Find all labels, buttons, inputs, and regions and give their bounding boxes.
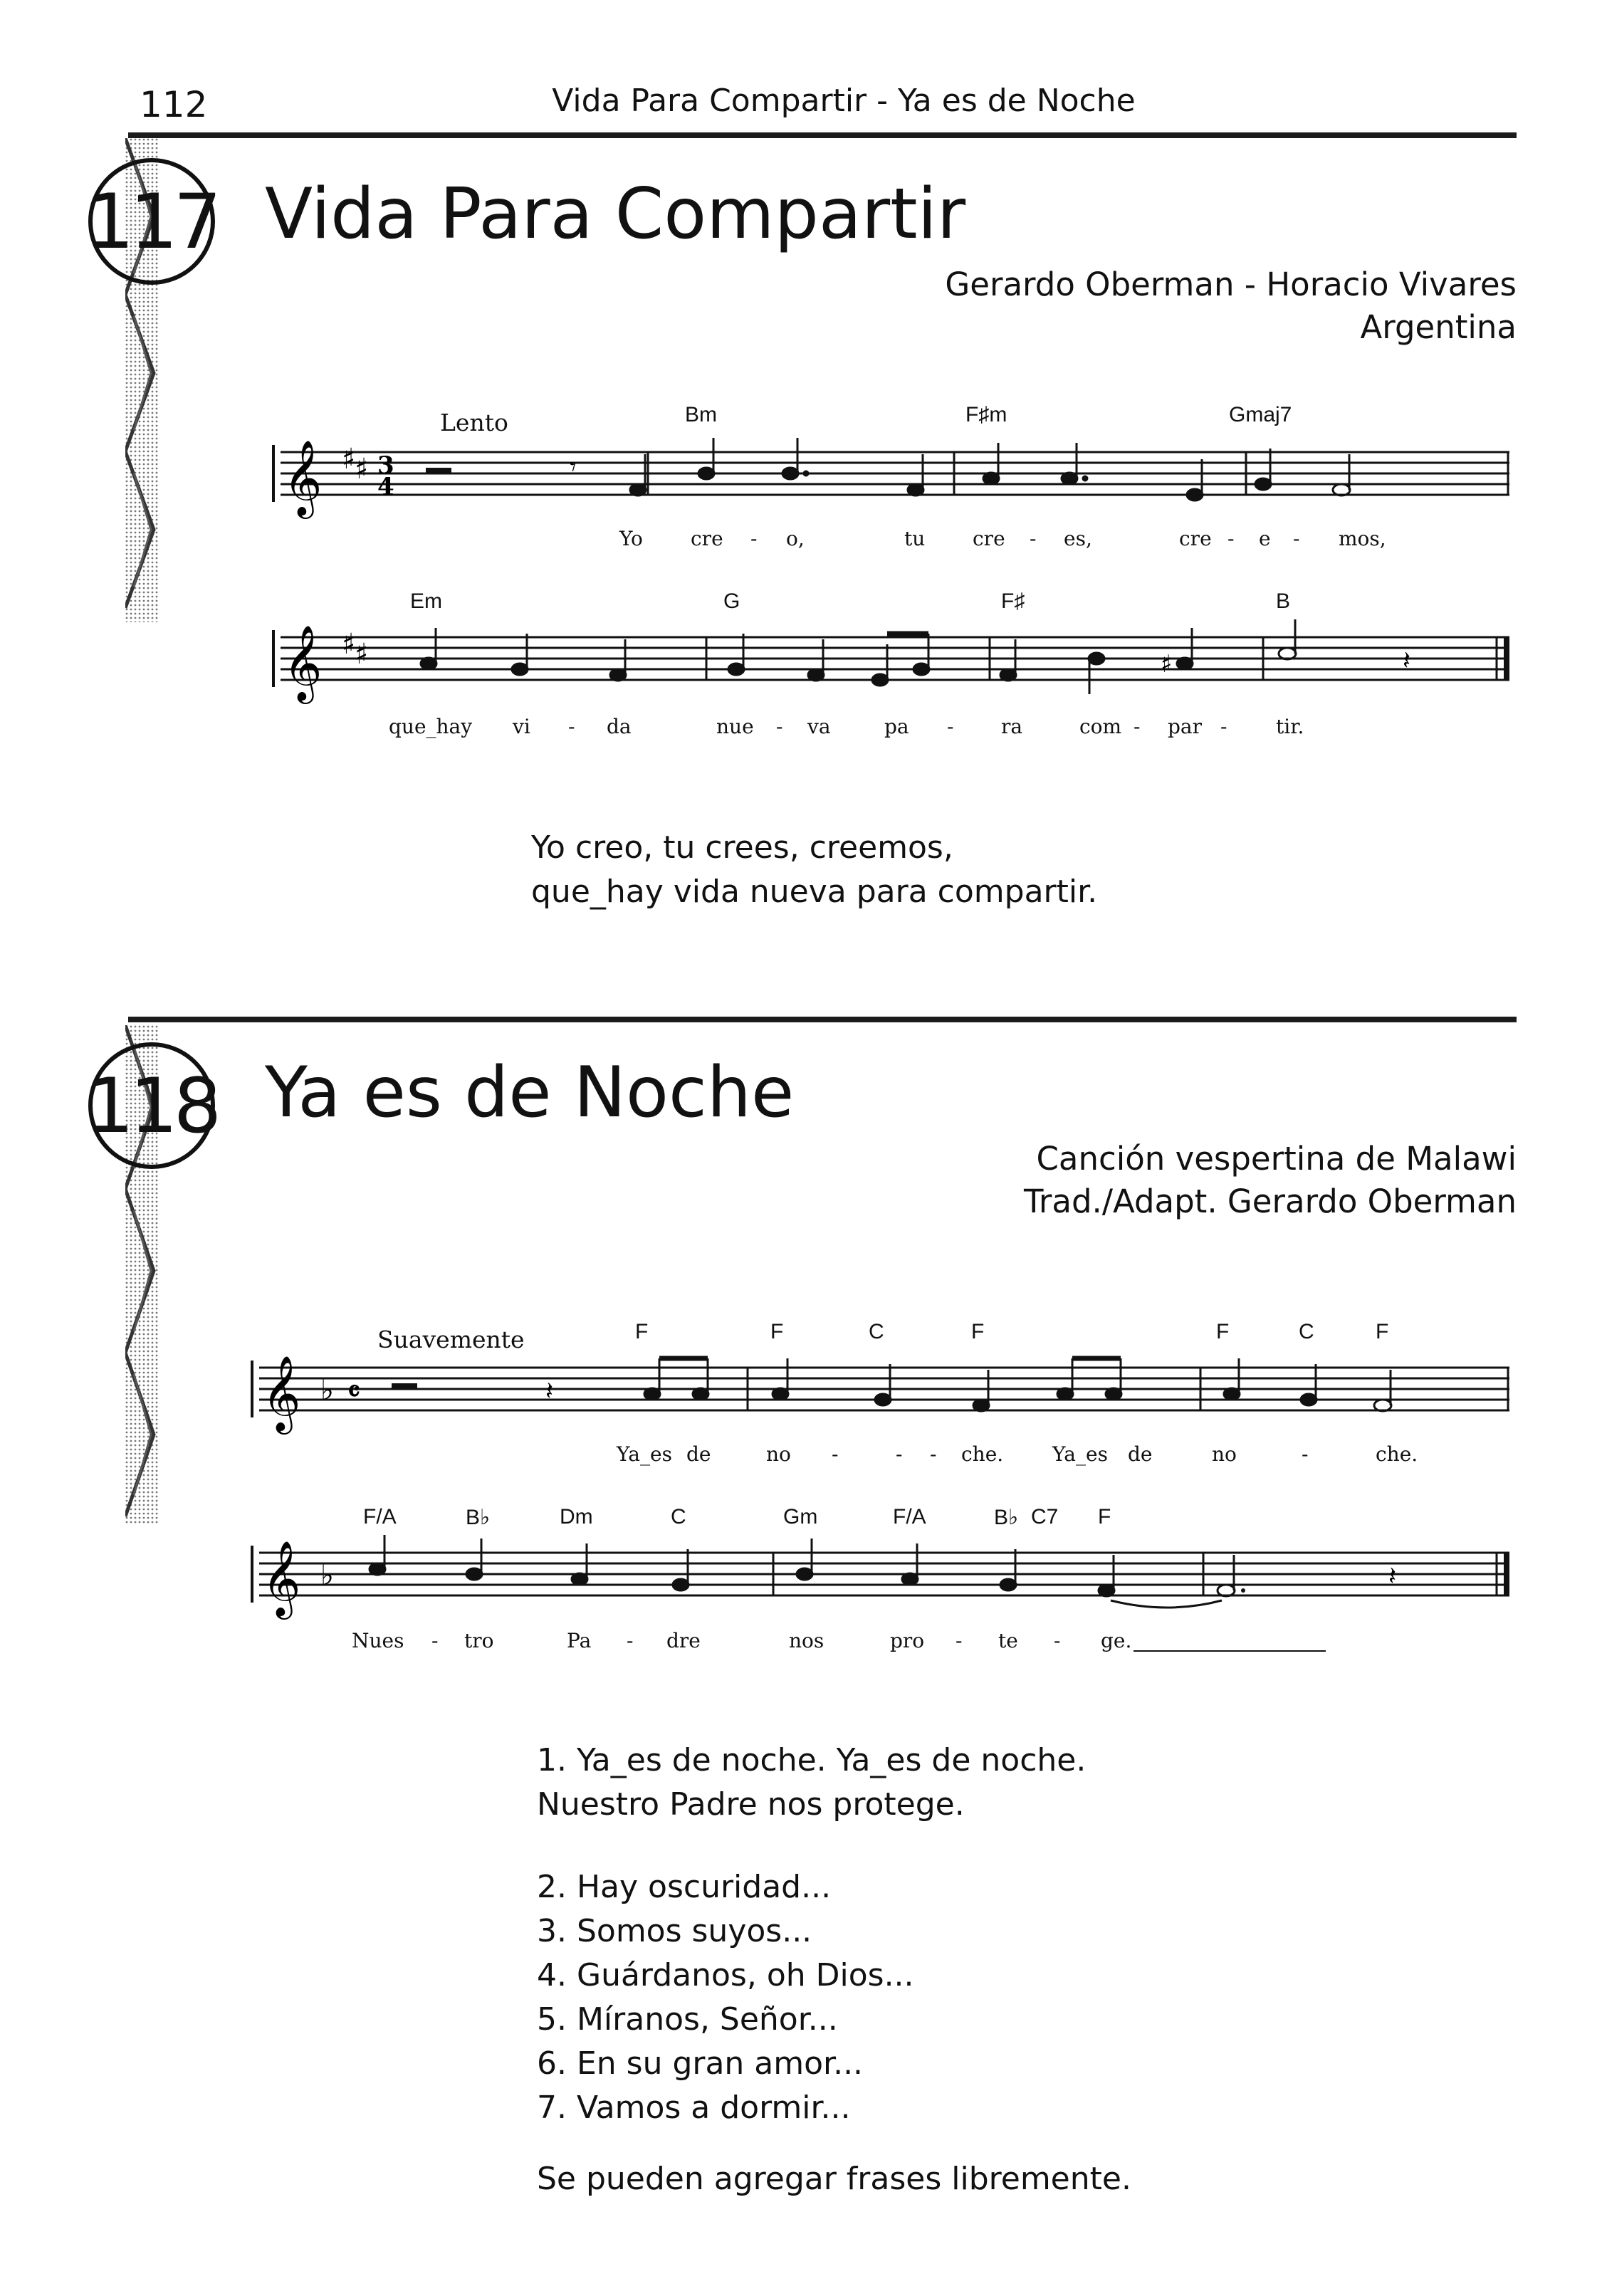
svg-text:𝄾: 𝄾 bbox=[570, 453, 577, 482]
lyric-syllable: - bbox=[1227, 527, 1235, 550]
lyric-syllable: dre bbox=[666, 1629, 701, 1652]
music-staff bbox=[249, 1535, 1517, 1620]
lyric-syllable: cre bbox=[1179, 527, 1212, 550]
lyric-line: 1. Ya_es de noche. Ya_es de noche. bbox=[537, 1742, 1087, 1778]
chord-symbol: F♯m bbox=[965, 403, 1007, 426]
chord-symbol: Bm bbox=[685, 403, 717, 426]
lyric-syllable: - bbox=[1293, 527, 1300, 550]
lyric-syllable: tro bbox=[464, 1629, 494, 1652]
lyric-syllable: com bbox=[1079, 715, 1122, 738]
song-number: 117 bbox=[85, 177, 218, 266]
lyric-line: Nuestro Padre nos protege. bbox=[537, 1786, 965, 1823]
song-number-badge bbox=[85, 158, 218, 285]
verse-item: 5. Míranos, Señor... bbox=[537, 2001, 838, 2038]
lyric-syllable: Ya_es bbox=[1052, 1442, 1108, 1466]
lyric-syllable: de bbox=[686, 1442, 711, 1466]
lyric-syllable: va bbox=[807, 715, 831, 738]
lyric-syllable: - bbox=[568, 715, 575, 738]
lyric-syllable: Yo bbox=[619, 527, 643, 550]
lyric-syllable: que_hay bbox=[389, 715, 473, 738]
lyric-syllable: - bbox=[1030, 527, 1037, 550]
chord-symbol: F/A bbox=[363, 1505, 397, 1529]
svg-text:♯: ♯ bbox=[342, 628, 356, 661]
lyric-syllable: - bbox=[956, 1629, 963, 1652]
lyric-syllable: vi bbox=[513, 715, 530, 738]
verse-item: 6. En su gran amor... bbox=[537, 2045, 864, 2082]
lyric-line: Yo creo, tu crees, creemos, bbox=[531, 829, 953, 866]
lyric-line: que_hay vida nueva para compartir. bbox=[531, 874, 1098, 910]
lyric-syllable: Nues bbox=[352, 1629, 404, 1652]
song-title: Ya es de Noche bbox=[265, 1052, 795, 1133]
svg-text:𝄽: 𝄽 bbox=[1388, 1562, 1397, 1591]
chord-symbol: F/A bbox=[893, 1505, 926, 1529]
chord-symbol: Gmaj7 bbox=[1229, 403, 1292, 426]
svg-text:♯: ♯ bbox=[342, 443, 356, 476]
lyric-syllable: che. bbox=[1376, 1442, 1418, 1466]
lyric-syllable: tu bbox=[904, 527, 926, 550]
music-staff bbox=[271, 619, 1517, 705]
lyric-syllable: te bbox=[998, 1629, 1018, 1652]
lyric-syllable: - bbox=[776, 715, 783, 738]
verse-item: 7. Vamos a dormir... bbox=[537, 2090, 851, 2126]
song-credits bbox=[1024, 1138, 1517, 1223]
svg-text:𝄽: 𝄽 bbox=[545, 1377, 554, 1406]
chord-symbol: Gm bbox=[783, 1505, 818, 1529]
lyric-syllable: no bbox=[766, 1442, 791, 1466]
chord-symbol: B♭ bbox=[994, 1506, 1019, 1529]
song-title: Vida Para Compartir bbox=[265, 174, 966, 255]
chord-symbol: B bbox=[1276, 589, 1291, 613]
chord-symbol: C7 bbox=[1031, 1505, 1059, 1529]
lyric-syllable: - bbox=[627, 1629, 634, 1652]
lyric-syllable: Ya_es bbox=[617, 1442, 672, 1466]
song-number: 118 bbox=[85, 1061, 218, 1150]
lyric-syllable: - bbox=[431, 1629, 439, 1652]
lyric-syllable: cre bbox=[691, 527, 723, 550]
chord-symbol: F bbox=[971, 1320, 985, 1343]
lyric-syllable: nue bbox=[716, 715, 754, 738]
tempo-marking: Suavemente bbox=[377, 1326, 525, 1353]
lyric-syllable: - bbox=[832, 1442, 839, 1466]
credit-origin: Canción vespertina de Malawi bbox=[1036, 1140, 1517, 1178]
chord-symbol: F bbox=[1098, 1505, 1111, 1529]
treble-clef-icon: 𝄞 bbox=[283, 439, 323, 515]
chord-symbol: F bbox=[1376, 1320, 1389, 1343]
lyric-syllable: pa bbox=[884, 715, 909, 738]
svg-text:𝄴: 𝄴 bbox=[347, 1375, 360, 1408]
credit-authors: Gerardo Oberman - Horacio Vivares bbox=[945, 266, 1517, 303]
svg-text:3: 3 bbox=[377, 451, 394, 480]
chord-symbol: C bbox=[1299, 1320, 1314, 1343]
verse-list bbox=[537, 1865, 914, 2130]
lyric-syllable: nos bbox=[789, 1629, 824, 1652]
svg-text:♯: ♯ bbox=[1161, 650, 1173, 678]
chord-symbol: C bbox=[869, 1320, 884, 1343]
tempo-marking: Lento bbox=[440, 409, 508, 436]
credit-origin: Argentina bbox=[1360, 308, 1517, 346]
page-number: 112 bbox=[140, 84, 208, 125]
verse-item: 4. Guárdanos, oh Dios... bbox=[537, 1957, 914, 1993]
lyric-syllable: pro bbox=[890, 1629, 925, 1652]
song-lyrics bbox=[531, 826, 1097, 914]
chord-symbol: Dm bbox=[560, 1505, 593, 1529]
running-title: Vida Para Compartir - Ya es de Noche bbox=[552, 83, 1136, 119]
lyric-syllable: mos, bbox=[1339, 527, 1386, 550]
lyric-syllable: par bbox=[1168, 715, 1203, 738]
chord-symbol: F bbox=[635, 1320, 649, 1343]
lyric-syllable: ge. bbox=[1101, 1629, 1132, 1652]
lyric-syllable: no bbox=[1212, 1442, 1237, 1466]
lyric-syllable: - bbox=[947, 715, 954, 738]
lyric-syllable: o, bbox=[786, 527, 805, 550]
lyric-syllable: - bbox=[750, 527, 758, 550]
section-rule bbox=[128, 1017, 1517, 1022]
song-number-badge bbox=[85, 1042, 218, 1169]
chord-symbol: Em bbox=[410, 589, 442, 613]
lyric-syllable: che. bbox=[961, 1442, 1004, 1466]
lyric-syllable: da bbox=[607, 715, 632, 738]
lyric-syllable: - bbox=[1134, 715, 1141, 738]
svg-text:♯: ♯ bbox=[355, 453, 369, 486]
chord-symbol: B♭ bbox=[466, 1506, 491, 1529]
performance-note: Se pueden agregar frases libremente. bbox=[537, 2161, 1131, 2197]
chord-symbol: F bbox=[770, 1320, 784, 1343]
svg-text:𝄞: 𝄞 bbox=[283, 624, 323, 701]
lyric-syllable: - bbox=[1302, 1442, 1309, 1466]
svg-text:♭: ♭ bbox=[320, 1374, 334, 1407]
lyric-syllable: tir. bbox=[1276, 715, 1304, 738]
lyric-syllable: de bbox=[1128, 1442, 1153, 1466]
melisma-extender-line bbox=[1134, 1650, 1326, 1652]
credit-authors: Trad./Adapt. Gerardo Oberman bbox=[1024, 1183, 1517, 1220]
verse-item: 2. Hay oscuridad... bbox=[537, 1869, 832, 1905]
lyric-syllable: - bbox=[1220, 715, 1227, 738]
svg-text:♭: ♭ bbox=[320, 1559, 334, 1592]
lyric-syllable: Pa bbox=[567, 1629, 592, 1652]
chord-symbol: F bbox=[1216, 1320, 1230, 1343]
chord-symbol: F♯ bbox=[1001, 589, 1025, 613]
lyric-syllable: - bbox=[1054, 1629, 1061, 1652]
lyric-syllable: ra bbox=[1001, 715, 1023, 738]
lyric-syllable: cre bbox=[973, 527, 1005, 550]
verse-item: 3. Somos suyos... bbox=[537, 1913, 812, 1949]
svg-text:𝄽: 𝄽 bbox=[1403, 646, 1411, 676]
song-credits bbox=[945, 263, 1517, 349]
music-staff bbox=[271, 434, 1517, 520]
chord-symbol: C bbox=[671, 1505, 686, 1529]
svg-text:𝄞: 𝄞 bbox=[262, 1355, 301, 1431]
lyric-syllable: e bbox=[1259, 527, 1271, 550]
lyric-syllable: es, bbox=[1064, 527, 1092, 550]
lyric-syllable: - bbox=[896, 1442, 903, 1466]
svg-text:𝄞: 𝄞 bbox=[262, 1540, 301, 1616]
lyric-syllable: - bbox=[930, 1442, 937, 1466]
song-lyrics bbox=[537, 1739, 1086, 1827]
music-staff bbox=[249, 1350, 1517, 1435]
svg-text:♯: ♯ bbox=[355, 638, 369, 671]
svg-text:4: 4 bbox=[377, 473, 394, 501]
header-rule bbox=[128, 132, 1517, 138]
chord-symbol: G bbox=[723, 589, 740, 613]
